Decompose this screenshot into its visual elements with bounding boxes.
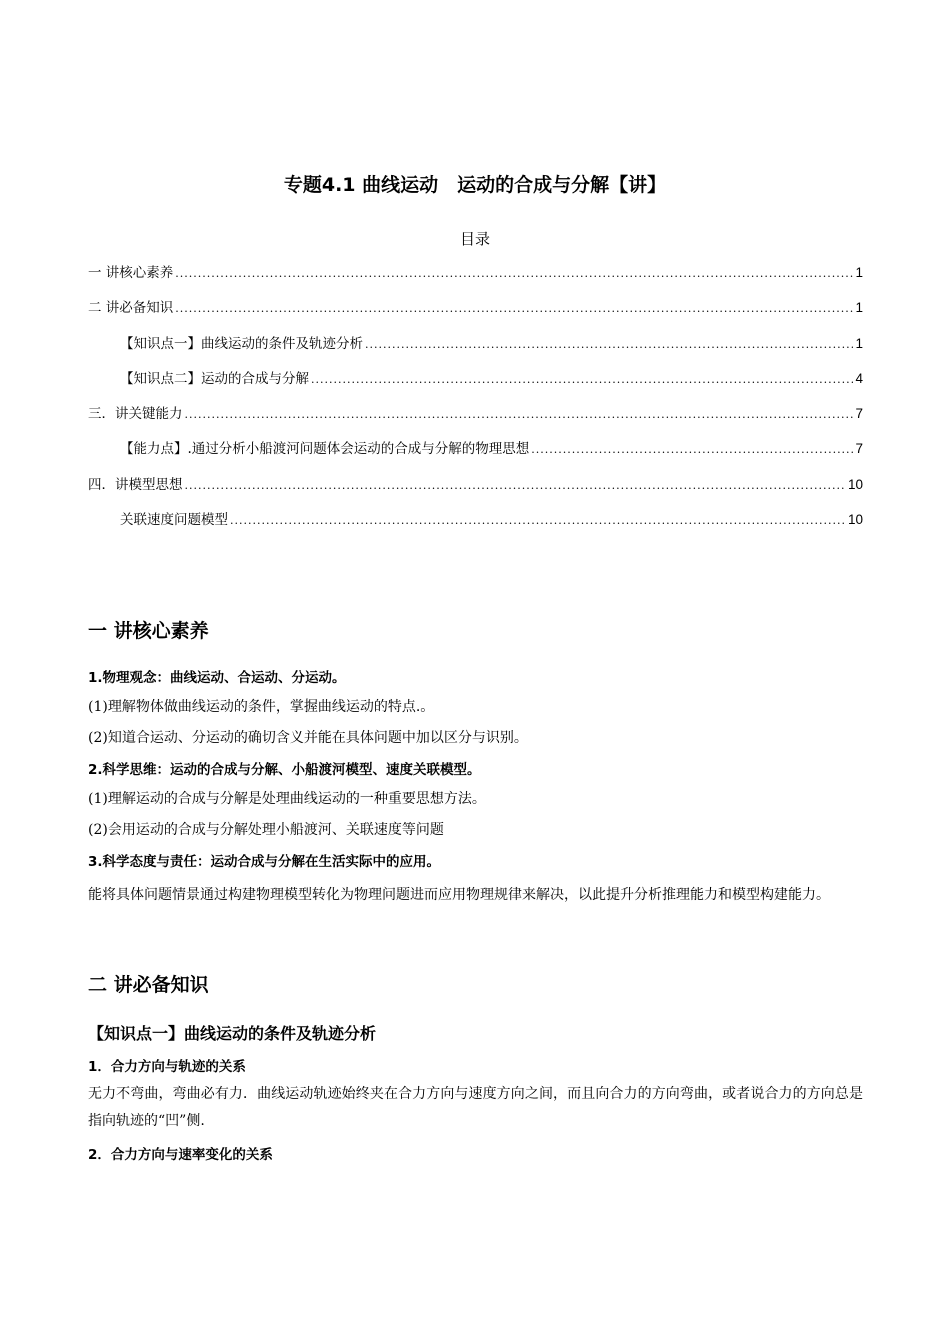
toc-leader-dots	[185, 408, 854, 421]
core-item-heading: 2.科学思维：运动的合成与分解、小船渡河模型、速度关联模型。	[88, 762, 481, 778]
core-item: (2)知道合运动、分运动的确切含义并能在具体问题中加以区分与识别。	[88, 730, 528, 746]
core-item-heading: 3.科学态度与责任：运动合成与分解在生活实际中的应用。	[88, 854, 441, 870]
toc-leader-dots	[175, 302, 853, 315]
toc-entry-page: 1	[855, 265, 863, 280]
toc-leader-dots	[175, 267, 853, 280]
document-title: 专题4.1 曲线运动 运动的合成与分解【讲】	[283, 174, 667, 196]
toc-entry[interactable]	[88, 296, 863, 316]
point-title: 2．合力方向与速率变化的关系	[88, 1147, 273, 1163]
core-item-heading: 1.物理观念：曲线运动、合运动、分运动。	[88, 670, 346, 686]
toc-heading: 目录	[459, 230, 490, 248]
toc-entry[interactable]	[88, 402, 863, 422]
toc-entry[interactable]	[120, 508, 863, 528]
toc-entry-page: 1	[855, 336, 863, 351]
subsection-heading: 【知识点一】曲线运动的条件及轨迹分析	[88, 1024, 377, 1043]
toc-entry[interactable]	[120, 367, 863, 387]
section-heading: 二 讲必备知识	[88, 974, 209, 996]
toc-entry[interactable]	[120, 332, 863, 352]
toc-entry-page: 10	[847, 477, 863, 492]
toc-entry-label: 【知识点一】曲线运动的条件及轨迹分析	[120, 336, 363, 352]
toc-entry-page: 7	[855, 441, 863, 456]
core-paragraph: 能将具体问题情景通过构建物理模型转化为物理问题进而应用物理规律来解决，以此提升分析推理能力和模型构建能力。	[88, 887, 830, 903]
toc-leader-dots	[230, 514, 846, 527]
toc-entry-label: 三．讲关键能力	[88, 406, 183, 422]
toc-leader-dots	[365, 338, 853, 351]
toc-entry-page: 1	[855, 300, 863, 315]
core-item: (2)会用运动的合成与分解处理小船渡河、关联速度等问题	[88, 822, 444, 838]
toc-entry-label: 四．讲模型思想	[88, 477, 183, 493]
point-title: 1．合力方向与轨迹的关系	[88, 1059, 246, 1075]
toc-entry-page: 10	[847, 512, 863, 527]
toc-entry-label: 二 讲必备知识	[88, 300, 174, 316]
toc-leader-dots	[531, 443, 853, 456]
toc-entry-page: 7	[855, 406, 863, 421]
toc-entry-page: 4	[855, 371, 863, 386]
core-item: (1)理解运动的合成与分解是处理曲线运动的一种重要思想方法。	[88, 791, 486, 807]
toc-entry-label: 关联速度问题模型	[120, 512, 228, 528]
toc-entry[interactable]	[88, 473, 863, 493]
toc-entry-label: 【知识点二】运动的合成与分解	[120, 371, 309, 387]
point-text: 无力不弯曲，弯曲必有力．曲线运动轨迹始终夹在合力方向与速度方向之间，而且向合力的方向弯曲，或者说合力的方向总是指向轨迹的“凹”侧.	[88, 1086, 863, 1129]
toc-entry-label: 一 讲核心素养	[88, 265, 174, 281]
toc-entry[interactable]	[88, 261, 863, 281]
core-item: (1)理解物体做曲线运动的条件，掌握曲线运动的特点.。	[88, 699, 435, 715]
toc-entry-label: 【能力点】.通过分析小船渡河问题体会运动的合成与分解的物理思想	[120, 441, 530, 457]
toc-leader-dots	[185, 479, 846, 492]
toc-entry[interactable]	[120, 437, 863, 457]
toc-leader-dots	[311, 373, 853, 386]
section-heading: 一 讲核心素养	[88, 620, 209, 642]
